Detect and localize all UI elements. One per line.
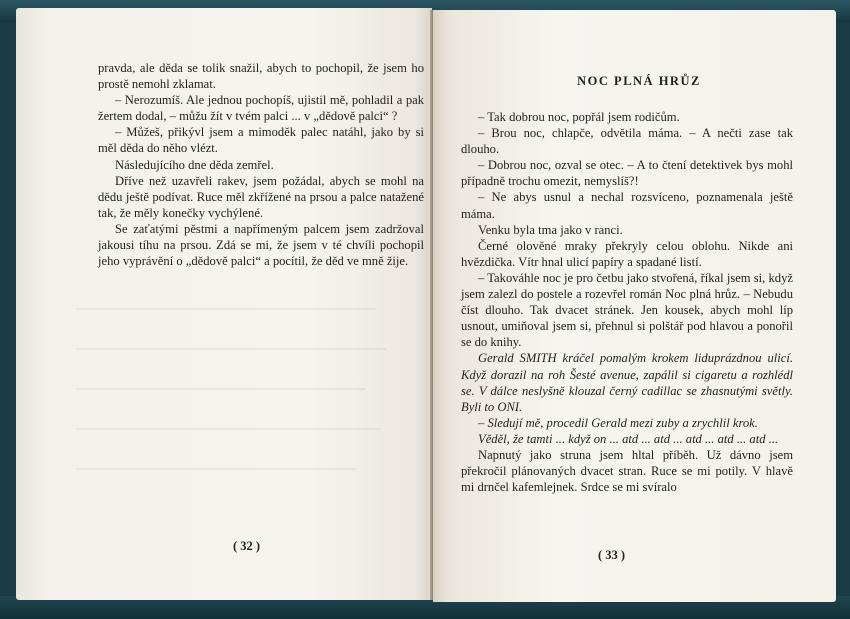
paragraph: Venku byla tma jako v ranci. [478, 222, 623, 237]
page-number: ( 33 ) [598, 548, 626, 562]
paragraph: – Brou noc, chlapče, odvětila máma. – A nečti zase tak dlouho. [461, 126, 793, 157]
paragraph: – Takováhle noc je pro četbu jako stvořená, říkal jsem si, když jsem zalezl do postele a rozevřel román Noc plná hrůz. – Nebudu číst dlouho. Tak dvacet stránek. Jen kousek, abych mohl líp usnout, umiňoval jsem si, přehnul si polštář pod hlavou a ponořil se do knihy. [461, 270, 793, 350]
paragraph: – Ne abys usnul a nechal rozsvíceno, poznamenala ještě máma. [461, 190, 793, 221]
paragraph: pravda, ale děda se tolik snažil, abych to pochopil, že jsem ho prostě nemohl zklamat. [98, 61, 424, 92]
paragraph: – Nerozumíš. Ale jednou pochopíš, ujistil mě, pohladil a pak žertem dodal, – můžu žít v tvém palci ... v „dědově palci“ ? [98, 93, 424, 124]
paragraph: – Můžeš, přikývl jsem a mimoděk palec natáhl, jako by si měl děda do něho vlézt. [98, 125, 424, 156]
italic-paragraph: Věděl, že tamti ... když on ... atd ... atd ... atd ... atd ... atd ... [478, 431, 779, 446]
paragraph: Černé olověné mraky překryly celou oblohu. Nikde ani hvězdička. Vítr hnal ulicí papíry a spadané listí. [461, 238, 793, 269]
paragraph: Dříve než uzavřeli rakev, jsem požádal, abych se mohl na dědu ještě podívat. Ruce měl zkřížené na prsou a palce natažené tak, že měly konečky vychýlené. [98, 173, 424, 220]
page-number: ( 32 ) [233, 539, 261, 553]
right-page-text [461, 109, 793, 495]
paragraph: Se zaťatými pěstmi a napřímeným palcem jsem zadržoval jakousi tíhu na prsou. Zdá se mi, že jsem v té chvíli pochopil jeho vyprávění o „dědově palci“ a pocítil, že děd ve mně žije. [98, 221, 424, 269]
left-page-text [98, 60, 424, 269]
paragraph: Napnutý jako struna jsem hltal příběh. Už dávno jsem překročil plánovaných dvacet stran. Ruce se mi potily. V hlavě mi drnčel kafemlejnek. Srdce se mi svíralo [461, 447, 793, 495]
chapter-title: NOC PLNÁ HRŮZ [577, 74, 701, 88]
italic-paragraph: – Sledují mě, procedil Gerald mezi zuby a zrychlil krok. [478, 415, 758, 430]
paragraph: Následujícího dne děda zemřel. [115, 157, 274, 172]
right-page [433, 10, 836, 602]
italic-paragraph: Gerald SMITH kráčel pomalým krokem liduprázdnou ulicí. Když dorazil na roh Šesté avenue, zapálil si cigaretu a rozhlédl se. V dálce neslyšně klouzal černý cadillac se zhasnutými světly. Byli to ONI. [461, 351, 793, 414]
left-page [16, 8, 432, 600]
paragraph: – Tak dobrou noc, popřál jsem rodičům. [478, 110, 680, 124]
paragraph: – Dobrou noc, ozval se otec. – A to čtení detektivek bys mohl případně trochu omezit, nemyslíš?! [461, 158, 793, 189]
